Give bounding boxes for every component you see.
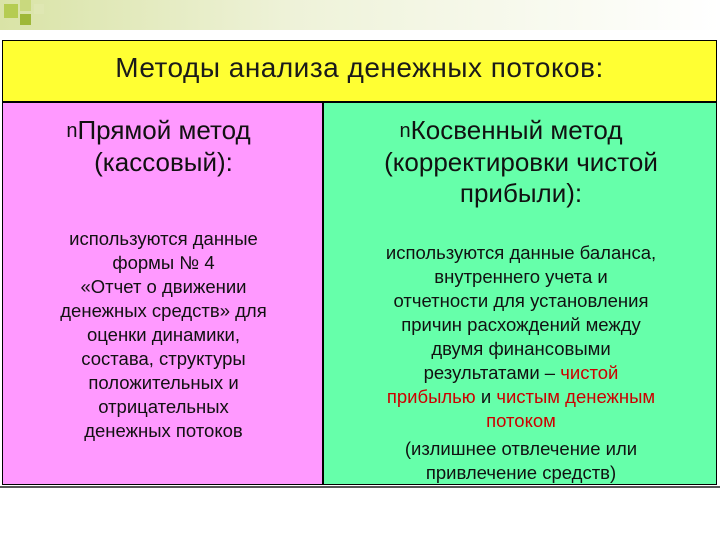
bullet-icon: n xyxy=(66,120,78,142)
text-line: привлечение средств) xyxy=(425,462,617,483)
decor-square-1 xyxy=(4,4,18,18)
text-line: денежных потоков xyxy=(84,420,243,441)
text-line: положительных и xyxy=(88,372,239,393)
text-line: оценки динамики, xyxy=(86,324,240,345)
text-segment: и xyxy=(475,386,497,407)
decor-square-2 xyxy=(20,0,31,11)
highlight-net-cash: чистым денежным xyxy=(496,386,656,407)
indirect-method-title-text: Косвенный метод xyxy=(410,115,623,145)
direct-method-title xyxy=(3,115,324,147)
text-line: внутреннего учета и xyxy=(434,266,608,287)
text-line: причин расхождений между xyxy=(401,314,641,335)
text-line: денежных средств» для xyxy=(60,300,267,321)
text-line: потоком xyxy=(486,410,556,431)
text-line: «Отчет о движении xyxy=(80,276,247,297)
indirect-method-title xyxy=(324,115,718,147)
direct-method-panel xyxy=(2,102,323,485)
text-line: используются данные баланса, xyxy=(385,242,657,263)
bottom-divider xyxy=(0,486,720,488)
text-line xyxy=(324,385,718,409)
text-line: используются данные xyxy=(69,228,258,249)
text-line xyxy=(324,361,718,385)
page-title: Методы анализа денежных потоков: xyxy=(115,52,604,83)
direct-method-subtitle: (кассовый): xyxy=(94,147,233,177)
direct-method-title-text: Прямой метод xyxy=(77,115,251,145)
bullet-icon: n xyxy=(399,120,411,142)
highlight-profit: прибылью xyxy=(386,386,476,407)
indirect-method-subtitle-1: (корректировки чистой xyxy=(384,147,658,177)
text-line: (излишнее отвлечение или xyxy=(404,438,638,459)
indirect-method-description xyxy=(324,241,718,485)
highlight-net: чистой xyxy=(560,362,619,383)
indirect-method-panel xyxy=(323,102,717,485)
text-line: отрицательных xyxy=(98,396,229,417)
direct-method-heading xyxy=(3,115,324,178)
text-line: отчетности для установления xyxy=(393,290,649,311)
text-segment: результатами – xyxy=(423,362,561,383)
text-line: формы № 4 xyxy=(112,252,215,273)
indirect-method-heading xyxy=(324,115,718,209)
text-line: состава, структуры xyxy=(81,348,246,369)
direct-method-description xyxy=(3,227,324,443)
indirect-method-subtitle-2: прибыли): xyxy=(459,178,583,208)
top-gradient-bar xyxy=(0,0,720,30)
title-banner xyxy=(2,40,717,102)
decor-square-3 xyxy=(20,14,31,25)
decor-square-4 xyxy=(34,4,44,14)
text-line: двумя финансовыми xyxy=(431,338,611,359)
